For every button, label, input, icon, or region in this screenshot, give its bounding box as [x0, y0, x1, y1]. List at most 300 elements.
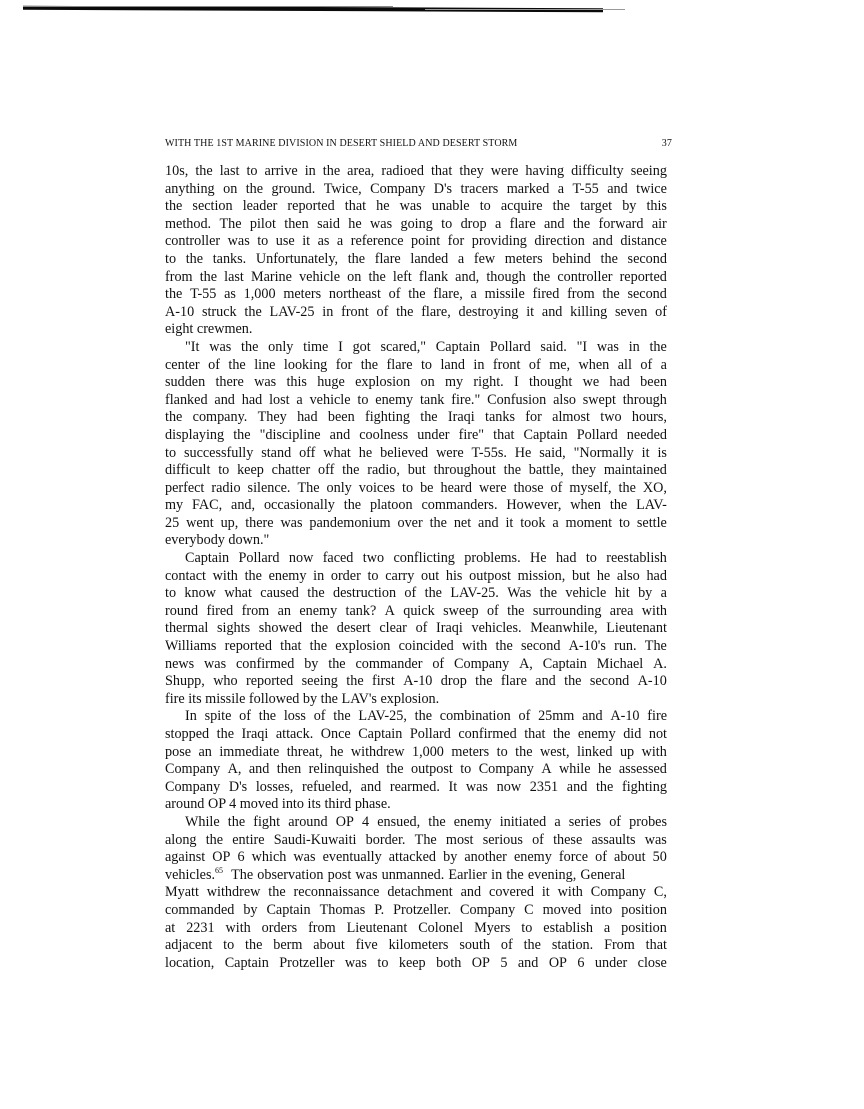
word: of: [528, 356, 541, 373]
text-line: [165, 920, 667, 938]
word: the: [609, 497, 628, 514]
word: from: [241, 602, 270, 619]
word: initiated: [499, 813, 547, 830]
text-line: [165, 304, 667, 322]
word: along: [165, 831, 197, 848]
line-text: The observation post was unmanned. Earlier in the evening, General: [223, 866, 626, 883]
text-line: [165, 955, 667, 973]
word: the: [241, 338, 259, 355]
word: FAC,: [192, 497, 223, 514]
word: the: [228, 356, 246, 373]
word: coincided: [398, 638, 454, 655]
word: all: [617, 356, 632, 373]
text-line: [165, 849, 667, 867]
word: 4: [361, 813, 370, 830]
word: vehicle: [309, 391, 351, 408]
word: attacked: [388, 849, 437, 866]
word: Company: [478, 761, 534, 778]
word: to: [165, 250, 177, 267]
word: a: [552, 514, 559, 531]
word: forward: [598, 215, 644, 232]
text-line: [165, 550, 667, 568]
word: They: [257, 409, 287, 426]
word: round: [165, 602, 199, 619]
word: occasionally: [263, 497, 335, 514]
word: twice: [636, 180, 667, 197]
word: quick: [403, 602, 435, 619]
word: they: [459, 163, 484, 179]
word: the: [649, 338, 667, 355]
word: While: [185, 813, 220, 830]
word: Iraqi: [436, 620, 463, 637]
word: explosion: [355, 374, 411, 391]
word: a: [494, 215, 502, 232]
text-line: [165, 216, 667, 234]
word: front: [492, 356, 521, 373]
word: had: [555, 550, 577, 567]
text-line: [165, 251, 667, 269]
word: pilot: [249, 215, 276, 232]
word: to: [496, 743, 508, 760]
word: of: [388, 286, 401, 303]
word: he: [376, 198, 390, 215]
word: mission,: [517, 567, 566, 584]
word: of: [655, 303, 667, 320]
word: series: [568, 813, 602, 830]
word: ground.: [271, 180, 316, 197]
word: the: [185, 250, 204, 267]
word: me,: [549, 356, 571, 373]
word: lost: [269, 391, 290, 408]
text-line: [165, 181, 667, 199]
word: needed: [626, 426, 667, 443]
word: Pollard: [576, 426, 618, 443]
word: sweep: [443, 602, 479, 619]
word: successfully: [183, 444, 254, 461]
word: was: [280, 514, 303, 531]
word: However,: [506, 497, 562, 514]
word: news: [165, 655, 195, 672]
word: meters: [504, 250, 543, 267]
word: had: [297, 409, 318, 426]
word: hours,: [631, 409, 667, 426]
word: enemy: [453, 813, 492, 830]
word: to: [618, 514, 630, 531]
word: second: [589, 673, 630, 690]
word: commanders.: [421, 497, 498, 514]
footnote-marker[interactable]: 65: [215, 865, 224, 875]
word: seeing: [630, 163, 667, 179]
word: problems.: [464, 550, 521, 567]
word: the: [420, 409, 438, 426]
word: He: [530, 550, 547, 567]
word: Was: [507, 585, 532, 602]
word: A-10: [610, 708, 640, 725]
word: out: [421, 567, 440, 584]
word: stand: [261, 444, 292, 461]
word: this: [646, 198, 667, 215]
word: eventually: [322, 849, 382, 866]
word: fire.": [451, 391, 481, 408]
word: the: [396, 303, 414, 320]
word: Thomas: [319, 901, 366, 918]
word: vehicle: [299, 268, 341, 285]
text-line: [165, 620, 667, 638]
word: the: [572, 215, 591, 232]
word: what: [323, 444, 351, 461]
word: and: [541, 303, 563, 320]
word: two: [600, 409, 622, 426]
word: that: [493, 426, 515, 443]
word: my: [444, 374, 464, 391]
word: LAV-25.: [450, 585, 499, 602]
text-line: [165, 691, 667, 709]
word: T-55s.: [471, 444, 507, 461]
word: struck: [201, 303, 237, 320]
word: time: [303, 338, 329, 355]
word: of: [550, 479, 563, 496]
word: thermal: [165, 620, 209, 637]
word: and: [592, 233, 613, 250]
word: was: [293, 849, 316, 866]
text-line: [165, 269, 667, 287]
word: Unfortunately,: [255, 250, 339, 267]
word: T-55: [572, 180, 599, 197]
word: loss: [283, 708, 306, 725]
word: Once: [320, 726, 351, 742]
word: killing: [570, 303, 608, 320]
word: in: [628, 338, 640, 355]
word: vehicles.: [471, 620, 522, 637]
word: to: [165, 444, 177, 461]
text-line: [165, 814, 667, 832]
word: OP: [548, 954, 567, 971]
word: P.: [374, 901, 385, 918]
word: against: [165, 849, 206, 866]
word: at: [165, 919, 176, 936]
word: position: [621, 901, 667, 918]
word: be: [420, 479, 434, 496]
word: location,: [165, 954, 215, 971]
word: combination: [439, 708, 511, 725]
word: was: [254, 374, 277, 391]
word: pandemonium: [309, 514, 391, 531]
word: took: [520, 514, 546, 531]
word: radio: [211, 479, 241, 496]
word: it: [541, 884, 550, 901]
word: it: [641, 444, 650, 461]
text-line: [165, 409, 667, 427]
word: Confusion: [487, 391, 547, 408]
text-line: [165, 497, 667, 515]
word: adjacent: [165, 937, 213, 954]
word: He: [514, 444, 532, 461]
word: with: [557, 884, 583, 901]
word: there: [215, 374, 244, 391]
word: know: [184, 585, 216, 602]
word: order: [330, 567, 361, 584]
word: but: [571, 567, 591, 584]
word: it: [302, 233, 311, 250]
word: I: [513, 374, 519, 391]
word: to: [521, 919, 533, 936]
text-line: [165, 902, 667, 920]
word: in: [304, 163, 316, 179]
word: had: [609, 374, 630, 391]
running-header: [165, 138, 672, 149]
word: LAV-25: [269, 303, 315, 320]
word: 2351: [529, 778, 559, 795]
word: was: [399, 198, 422, 215]
word: flare: [386, 356, 413, 373]
word: the: [507, 602, 525, 619]
word: as: [317, 233, 330, 250]
word: of: [500, 937, 513, 954]
word: immediate: [219, 743, 280, 760]
word: commander: [355, 655, 423, 672]
word: providing: [471, 233, 527, 250]
word: showed: [258, 620, 303, 637]
word: it: [505, 514, 514, 531]
word: who: [213, 673, 238, 690]
word: enemy: [268, 567, 307, 584]
word: Iraqi: [241, 726, 269, 742]
word: with: [225, 919, 251, 936]
word: Captain: [542, 655, 587, 672]
word: the: [515, 743, 533, 760]
word: the: [227, 813, 246, 830]
text-line: [165, 462, 667, 480]
word: were: [490, 163, 519, 179]
text-line: [165, 937, 667, 955]
word: enemy: [299, 602, 338, 619]
word: the: [205, 831, 224, 848]
word: throughout: [433, 462, 496, 479]
word: of: [404, 585, 417, 602]
word: both: [436, 954, 462, 971]
word: on: [223, 180, 238, 197]
word: fired: [206, 602, 234, 619]
word: the: [328, 655, 346, 672]
word: reestablish: [606, 550, 667, 567]
word: flare,: [433, 286, 463, 303]
word: the: [600, 250, 618, 267]
word: Lieutenant: [346, 919, 408, 936]
word: meters: [451, 743, 490, 760]
word: the: [333, 708, 351, 725]
word: heard: [440, 479, 472, 496]
word: about: [614, 849, 646, 866]
word: under: [417, 426, 450, 443]
word: and: [460, 884, 482, 901]
word: reported: [287, 198, 335, 215]
word: was: [465, 778, 488, 795]
word: XO,: [642, 479, 667, 496]
word: from: [567, 286, 595, 303]
word: last: [219, 163, 240, 179]
word: withdrew: [350, 743, 405, 760]
word: with: [641, 602, 667, 619]
word: Captain: [224, 954, 269, 971]
word: arrive: [264, 163, 298, 179]
word: Colonel: [418, 919, 464, 936]
text-line: [165, 796, 667, 814]
word: I: [338, 338, 343, 355]
word: now: [496, 778, 522, 795]
word: up: [619, 743, 635, 760]
word: by: [304, 655, 319, 672]
word: and: [566, 778, 588, 795]
word: landed: [410, 250, 449, 267]
word: of: [532, 831, 544, 848]
word: flank: [418, 268, 449, 285]
word: of: [518, 708, 531, 725]
word: Captain: [435, 338, 480, 355]
word: section: [192, 198, 233, 215]
word: Saudi-Kuwaiti: [273, 831, 357, 848]
word: enemy: [375, 391, 414, 408]
word: had: [646, 567, 667, 584]
word: was: [596, 338, 619, 355]
word: Michael: [596, 655, 644, 672]
word: the: [258, 708, 277, 725]
word: perfect: [165, 479, 205, 496]
word: caused: [260, 585, 299, 602]
word: commanded: [165, 901, 235, 918]
word: station.: [551, 937, 594, 954]
word: got: [352, 338, 371, 355]
word: the: [199, 268, 218, 285]
word: A-10: [637, 673, 667, 690]
word: fire: [647, 708, 667, 725]
word: Company: [454, 655, 510, 672]
word: the: [495, 638, 513, 655]
word: 6: [577, 954, 585, 971]
word: of: [486, 602, 499, 619]
word: Protzeller: [279, 954, 335, 971]
word: also: [616, 567, 640, 584]
word: my: [165, 497, 184, 514]
word: on: [420, 374, 435, 391]
word: berm: [273, 937, 303, 954]
word: A: [541, 761, 552, 778]
word: land: [440, 356, 465, 373]
word: most: [445, 831, 474, 848]
text-line: [165, 374, 667, 392]
word: the: [368, 268, 386, 285]
word: destroying: [458, 303, 519, 320]
word: behind: [552, 250, 591, 267]
word: the: [309, 638, 328, 655]
word: the: [347, 250, 366, 267]
word: of: [208, 356, 220, 373]
word: reconnaissance: [293, 884, 380, 901]
word: destruction: [333, 585, 397, 602]
word: flare: [374, 250, 401, 267]
word: LAV-: [636, 497, 667, 514]
word: been: [327, 409, 355, 426]
word: were: [479, 479, 507, 496]
text-line: [165, 884, 667, 902]
word: net: [453, 514, 472, 531]
word: his: [445, 567, 463, 584]
word: second: [627, 250, 667, 267]
word: and: [582, 708, 603, 725]
word: with: [462, 638, 488, 655]
word: looking: [283, 356, 328, 373]
word: with: [641, 743, 667, 760]
paragraph: [165, 550, 667, 708]
word: we: [582, 374, 600, 391]
word: clear: [379, 620, 407, 637]
word: he: [596, 567, 611, 584]
word: fighting: [365, 409, 410, 426]
word: Captain: [523, 426, 568, 443]
text-line: [165, 568, 667, 586]
word: to: [257, 233, 269, 250]
text-line: [165, 603, 667, 621]
word: outpost: [411, 761, 453, 778]
word: 10s,: [165, 163, 189, 179]
word: seven: [615, 303, 648, 320]
word: 25mm: [538, 708, 575, 725]
paragraph: [165, 339, 667, 550]
word: 1,000: [411, 743, 444, 760]
word: been: [640, 374, 667, 391]
word: enemy: [577, 726, 616, 742]
word: off: [299, 444, 316, 461]
word: displaying: [165, 426, 225, 443]
word: also: [553, 391, 576, 408]
text-line: [165, 673, 667, 691]
word: the: [475, 673, 493, 690]
word: off: [318, 462, 335, 479]
word: line: [254, 356, 276, 373]
word: went: [186, 514, 214, 531]
word: huge: [317, 374, 345, 391]
word: voices: [358, 479, 396, 496]
word: to: [420, 356, 433, 373]
word: the: [244, 567, 262, 584]
word: and: [248, 761, 270, 778]
word: under: [594, 954, 628, 971]
word: two: [362, 550, 385, 567]
word: anything: [165, 180, 215, 197]
word: for: [525, 409, 542, 426]
word: the: [503, 462, 522, 479]
word: about: [313, 937, 345, 954]
word: of: [313, 708, 326, 725]
word: linked: [577, 743, 613, 760]
word: "discipline: [259, 426, 321, 443]
word: Company: [165, 778, 221, 795]
word: Company: [590, 884, 646, 901]
word: flare: [500, 673, 527, 690]
word: refueled,: [301, 778, 352, 795]
word: A: [384, 602, 395, 619]
word: had: [241, 391, 263, 408]
word: assaults: [591, 831, 636, 848]
text-line: [165, 427, 667, 445]
body-text: [165, 163, 667, 972]
word: of: [239, 708, 251, 725]
word: the: [552, 198, 570, 215]
word: assessed: [618, 761, 667, 778]
word: moved: [542, 901, 582, 918]
word: the: [245, 937, 263, 954]
word: battle,: [528, 462, 564, 479]
word: the: [322, 163, 341, 179]
